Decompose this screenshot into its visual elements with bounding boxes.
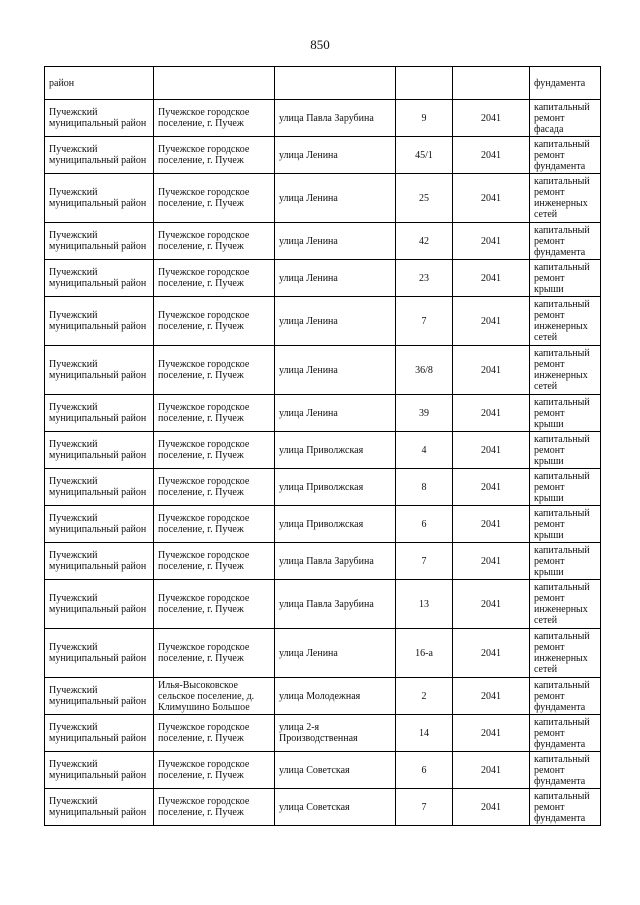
settlement-cell: Пучежское городское поселение, г. Пучеж (154, 223, 275, 260)
year-cell: 2041 (453, 506, 530, 543)
street-cell: улица Ленина (275, 223, 396, 260)
settlement-cell: Пучежское городское поселение, г. Пучеж (154, 137, 275, 174)
year-cell: 2041 (453, 260, 530, 297)
year-cell: 2041 (453, 580, 530, 629)
table-row (45, 174, 601, 223)
year-cell: 2041 (453, 789, 530, 826)
district-cell: Пучежский муниципальный район (45, 100, 154, 137)
work-type-cell: капитальный ремонт инженерных сетей (530, 629, 601, 678)
street-cell: улица Ленина (275, 174, 396, 223)
table-row (45, 100, 601, 137)
district-cell: Пучежский муниципальный район (45, 469, 154, 506)
district-cell: район (45, 67, 154, 100)
district-cell: Пучежский муниципальный район (45, 580, 154, 629)
work-type-cell: капитальный ремонт инженерных сетей (530, 580, 601, 629)
district-cell: Пучежский муниципальный район (45, 174, 154, 223)
settlement-cell: Пучежское городское поселение, г. Пучеж (154, 506, 275, 543)
settlement-cell (154, 67, 275, 100)
year-cell: 2041 (453, 137, 530, 174)
street-cell (275, 67, 396, 100)
house-number-cell: 14 (396, 715, 453, 752)
house-number-cell: 42 (396, 223, 453, 260)
work-type-cell: капитальный ремонт крыши (530, 432, 601, 469)
district-cell: Пучежский муниципальный район (45, 346, 154, 395)
table-body (45, 67, 601, 826)
work-type-cell: капитальный ремонт инженерных сетей (530, 174, 601, 223)
work-type-cell: капитальный ремонт фасада (530, 100, 601, 137)
work-type-cell: капитальный ремонт крыши (530, 260, 601, 297)
settlement-cell: Пучежское городское поселение, г. Пучеж (154, 260, 275, 297)
district-cell: Пучежский муниципальный район (45, 629, 154, 678)
settlement-cell: Пучежское городское поселение, г. Пучеж (154, 297, 275, 346)
work-type-cell: капитальный ремонт инженерных сетей (530, 297, 601, 346)
work-type-cell: капитальный ремонт фундамента (530, 137, 601, 174)
settlement-cell: Илья-Высоковское сельское поселение, д. Климушино Большое (154, 678, 275, 715)
table-row (45, 506, 601, 543)
district-cell: Пучежский муниципальный район (45, 752, 154, 789)
settlement-cell: Пучежское городское поселение, г. Пучеж (154, 715, 275, 752)
district-cell: Пучежский муниципальный район (45, 506, 154, 543)
table-row (45, 789, 601, 826)
house-number-cell (396, 67, 453, 100)
settlement-cell: Пучежское городское поселение, г. Пучеж (154, 346, 275, 395)
street-cell: улица Молодежная (275, 678, 396, 715)
year-cell: 2041 (453, 678, 530, 715)
house-number-cell: 4 (396, 432, 453, 469)
house-number-cell: 39 (396, 395, 453, 432)
work-type-cell: капитальный ремонт фундамента (530, 752, 601, 789)
year-cell: 2041 (453, 297, 530, 346)
street-cell: улица Ленина (275, 629, 396, 678)
work-type-cell: капитальный ремонт фундамента (530, 715, 601, 752)
house-number-cell: 36/8 (396, 346, 453, 395)
house-number-cell: 16-а (396, 629, 453, 678)
street-cell: улица Павла Зарубина (275, 580, 396, 629)
table-row (45, 297, 601, 346)
street-cell: улица Павла Зарубина (275, 100, 396, 137)
house-number-cell: 6 (396, 752, 453, 789)
district-cell: Пучежский муниципальный район (45, 678, 154, 715)
house-number-cell: 9 (396, 100, 453, 137)
work-type-cell: капитальный ремонт крыши (530, 543, 601, 580)
district-cell: Пучежский муниципальный район (45, 137, 154, 174)
district-cell: Пучежский муниципальный район (45, 543, 154, 580)
settlement-cell: Пучежское городское поселение, г. Пучеж (154, 580, 275, 629)
year-cell: 2041 (453, 543, 530, 580)
work-type-cell: капитальный ремонт крыши (530, 395, 601, 432)
year-cell: 2041 (453, 223, 530, 260)
house-number-cell: 2 (396, 678, 453, 715)
street-cell: улица Приволжская (275, 506, 396, 543)
settlement-cell: Пучежское городское поселение, г. Пучеж (154, 543, 275, 580)
work-type-cell: капитальный ремонт крыши (530, 506, 601, 543)
house-number-cell: 23 (396, 260, 453, 297)
house-number-cell: 7 (396, 297, 453, 346)
street-cell: улица Ленина (275, 137, 396, 174)
year-cell: 2041 (453, 469, 530, 506)
district-cell: Пучежский муниципальный район (45, 789, 154, 826)
settlement-cell: Пучежское городское поселение, г. Пучеж (154, 395, 275, 432)
table-row (45, 469, 601, 506)
year-cell: 2041 (453, 432, 530, 469)
district-cell: Пучежский муниципальный район (45, 715, 154, 752)
year-cell: 2041 (453, 715, 530, 752)
street-cell: улица Ленина (275, 395, 396, 432)
table-row (45, 580, 601, 629)
house-number-cell: 7 (396, 789, 453, 826)
table-row (45, 432, 601, 469)
house-number-cell: 6 (396, 506, 453, 543)
page-number: 850 (310, 37, 330, 52)
house-number-cell: 8 (396, 469, 453, 506)
district-cell: Пучежский муниципальный район (45, 223, 154, 260)
table-row (45, 543, 601, 580)
work-type-cell: капитальный ремонт крыши (530, 469, 601, 506)
street-cell: улица Приволжская (275, 432, 396, 469)
year-cell: 2041 (453, 174, 530, 223)
table-row (45, 67, 601, 100)
settlement-cell: Пучежское городское поселение, г. Пучеж (154, 789, 275, 826)
table-row (45, 260, 601, 297)
street-cell: улица Советская (275, 789, 396, 826)
district-cell: Пучежский муниципальный район (45, 297, 154, 346)
street-cell: улица Ленина (275, 346, 396, 395)
house-number-cell: 25 (396, 174, 453, 223)
house-number-cell: 45/1 (396, 137, 453, 174)
table-row (45, 395, 601, 432)
year-cell (453, 67, 530, 100)
street-cell: улица Павла Зарубина (275, 543, 396, 580)
settlement-cell: Пучежское городское поселение, г. Пучеж (154, 752, 275, 789)
repair-schedule-table (44, 66, 601, 826)
year-cell: 2041 (453, 629, 530, 678)
work-type-cell: капитальный ремонт фундамента (530, 789, 601, 826)
work-type-cell: фундамента (530, 67, 601, 100)
street-cell: улица 2-я Производственная (275, 715, 396, 752)
house-number-cell: 7 (396, 543, 453, 580)
table-row (45, 715, 601, 752)
year-cell: 2041 (453, 100, 530, 137)
street-cell: улица Ленина (275, 260, 396, 297)
table-row (45, 137, 601, 174)
table-row (45, 752, 601, 789)
settlement-cell: Пучежское городское поселение, г. Пучеж (154, 432, 275, 469)
district-cell: Пучежский муниципальный район (45, 432, 154, 469)
year-cell: 2041 (453, 752, 530, 789)
district-cell: Пучежский муниципальный район (45, 260, 154, 297)
table-row (45, 346, 601, 395)
work-type-cell: капитальный ремонт фундамента (530, 678, 601, 715)
table-row (45, 629, 601, 678)
house-number-cell: 13 (396, 580, 453, 629)
year-cell: 2041 (453, 346, 530, 395)
work-type-cell: капитальный ремонт инженерных сетей (530, 346, 601, 395)
street-cell: улица Ленина (275, 297, 396, 346)
table-row (45, 678, 601, 715)
street-cell: улица Советская (275, 752, 396, 789)
district-cell: Пучежский муниципальный район (45, 395, 154, 432)
year-cell: 2041 (453, 395, 530, 432)
work-type-cell: капитальный ремонт фундамента (530, 223, 601, 260)
settlement-cell: Пучежское городское поселение, г. Пучеж (154, 174, 275, 223)
settlement-cell: Пучежское городское поселение, г. Пучеж (154, 469, 275, 506)
table-row (45, 223, 601, 260)
settlement-cell: Пучежское городское поселение, г. Пучеж (154, 100, 275, 137)
settlement-cell: Пучежское городское поселение, г. Пучеж (154, 629, 275, 678)
street-cell: улица Приволжская (275, 469, 396, 506)
